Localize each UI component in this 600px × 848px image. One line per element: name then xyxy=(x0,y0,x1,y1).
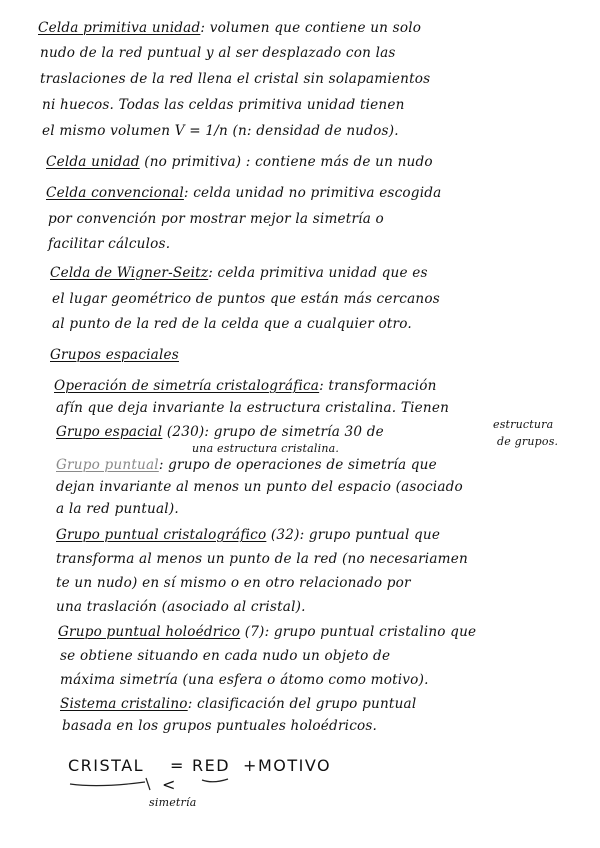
term-wigner-seitz: Celda de Wigner-Seitz xyxy=(50,265,209,281)
line-sistema-cristalino-2: basada en los grupos puntuales holoédricos. xyxy=(62,718,378,734)
line-grupo-cristalografico-2: transforma al menos un punto de la red (no necesariamen xyxy=(56,551,468,567)
line-celda-convencional-2: por convención por mostrar mejor la simetría o xyxy=(48,211,384,227)
heading-grupos-espaciales: Grupos espaciales xyxy=(50,347,179,363)
brace-under-red xyxy=(202,779,228,782)
term-celda-convencional: Celda convencional xyxy=(46,185,184,201)
line-grupo-puntual-2: dejan invariante al menos un punto del espacio (asociado xyxy=(56,479,463,495)
term-operacion-simetria: Operación de simetría cristalográfica xyxy=(54,378,320,394)
text: (no primitiva) : contiene más de un nudo xyxy=(139,154,433,170)
tick-mark xyxy=(146,778,150,790)
text: : celda unidad no primitiva escogida xyxy=(183,185,442,201)
line-grupo-puntual-3: a la red puntual). xyxy=(56,501,179,517)
text: (32): grupo puntual que xyxy=(266,527,441,543)
line-holoedrico-3: máxima simetría (una esfera o átomo como motivo). xyxy=(60,672,429,688)
line-celda-convencional-3: facilitar cálculos. xyxy=(48,236,171,252)
line-grupo-espacial-2: una estructura cristalina. xyxy=(192,442,340,455)
text: : clasificación del grupo puntual xyxy=(187,696,417,712)
term-celda-unidad: Celda unidad xyxy=(46,154,140,170)
formula-cristal: CRISTAL xyxy=(68,756,145,775)
term-grupo-puntual: Grupo puntual xyxy=(56,457,159,473)
formula-equals: = xyxy=(170,756,185,775)
line-wigner-seitz-3: al punto de la red de la celda que a cualquier otro. xyxy=(52,316,412,332)
line-grupo-cristalografico-4: una traslación (asociado al cristal). xyxy=(56,599,306,615)
term-grupo-espacial: Grupo espacial xyxy=(56,424,163,440)
line-operacion-simetria-2: afín que deja invariante la estructura cristalina. Tienen xyxy=(56,400,450,416)
line-wigner-seitz-2: el lugar geométrico de puntos que están más cercanos xyxy=(52,291,440,307)
term-grupo-puntual-holoedrico: Grupo puntual holoédrico xyxy=(58,624,241,640)
formula-motivo: MOTIVO xyxy=(258,756,332,775)
text: : celda primitiva unidad que es xyxy=(208,265,428,281)
line-holoedrico-2: se obtiene situando en cada nudo un objeto de xyxy=(60,648,391,664)
formula-simetria-label: simetría xyxy=(149,796,197,809)
term-grupo-puntual-cristalografico: Grupo puntual cristalográfico xyxy=(56,527,267,543)
text: : transformación xyxy=(319,378,437,394)
text: (7): grupo puntual cristalino que xyxy=(240,624,477,640)
text: (230): grupo de simetría 30 de xyxy=(162,424,384,440)
term-celda-primitiva-unidad: Celda primitiva unidad xyxy=(38,20,201,36)
formula-red: RED xyxy=(192,756,231,775)
line-celda-primitiva-4: ni huecos. Todas las celdas primitiva unidad tienen xyxy=(42,97,405,113)
brace-under-cristal xyxy=(70,782,145,786)
line-celda-primitiva-2: nudo de la red puntual y al ser desplazado con las xyxy=(40,45,396,61)
term-sistema-cristalino: Sistema cristalino xyxy=(60,696,188,712)
text: : grupo de operaciones de simetría que xyxy=(158,457,437,473)
note-de-grupos: de grupos. xyxy=(497,435,559,448)
line-celda-primitiva-5: el mismo volumen V = 1/n (n: densidad de nudos). xyxy=(42,123,399,139)
text: : volumen que contiene un solo xyxy=(200,20,422,36)
line-grupo-cristalografico-3: te un nudo) en sí mismo o en otro relacionado por xyxy=(56,575,411,591)
formula-plus: + xyxy=(243,756,258,775)
line-celda-primitiva-3: traslaciones de la red llena el cristal sin solapamientos xyxy=(40,71,431,87)
formula-less-than: < xyxy=(162,775,177,794)
note-estructura: estructura xyxy=(493,418,554,431)
